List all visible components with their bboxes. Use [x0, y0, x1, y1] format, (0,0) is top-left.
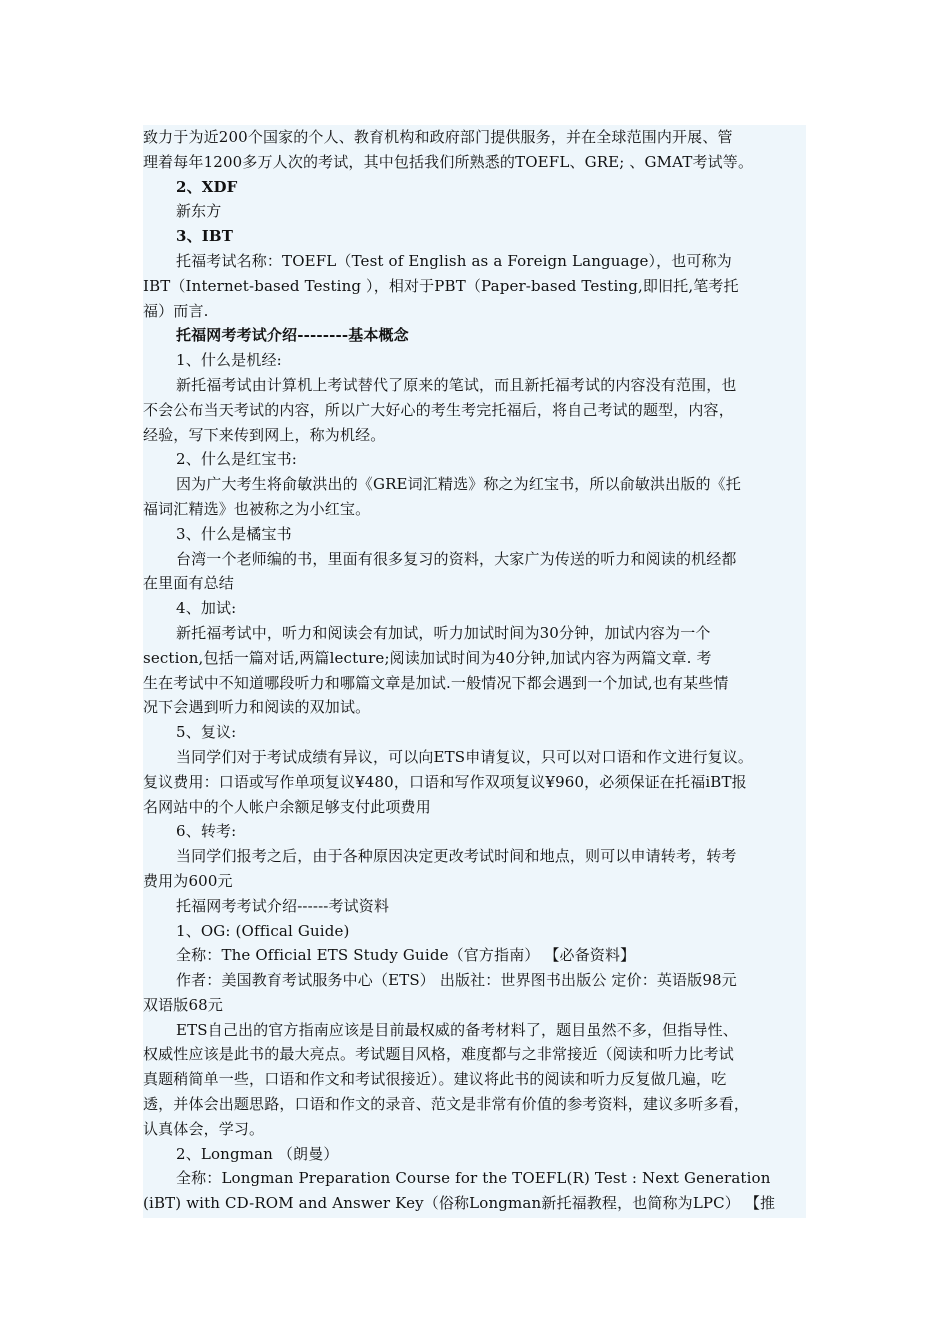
text-line: IBT（Internet-based Testing ），相对于PBT（Paper-based Testing,即旧托,笔考托 — [143, 276, 739, 295]
text-line: 1、什么是机经: — [176, 351, 282, 370]
text-line: 2、什么是红宝书: — [176, 450, 297, 469]
text-line: ETS自己出的官方指南应该是目前最权威的备考材料了，题目虽然不多，但指导性、 — [176, 1020, 738, 1039]
text-line: 当同学们报考之后，由于各种原因决定更改考试时间和地点，则可以申请转考，转考 — [176, 847, 737, 866]
document-body — [143, 125, 806, 1218]
text-line: 2、Longman （朗曼） — [176, 1144, 339, 1163]
text-line: 在里面有总结 — [143, 574, 234, 593]
text-line: 理着每年1200多万人次的考试，其中包括我们所熟悉的TOEFL、GRE; 、GMAT考试等。 — [143, 152, 754, 171]
text-line: 当同学们对于考试成绩有异议，可以向ETS申请复议，只可以对口语和作文进行复议。 — [176, 747, 754, 766]
text-line: 生在考试中不知道哪段听力和哪篇文章是加试.一般情况下都会遇到一个加试,也有某些情 — [143, 673, 729, 692]
text-line: 全称：Longman Preparation Course for the TOEFL(R) Test : Next Generation — [176, 1169, 771, 1188]
text-line: 复议费用：口语或写作单项复议¥480，口语和写作双项复议¥960，必须保证在托福iBT报 — [143, 772, 747, 791]
text-line: 况下会遇到听力和阅读的双加试。 — [143, 698, 371, 717]
text-line: 全称：The Official ETS Study Guide（官方指南） 【必备资料】 — [176, 946, 636, 965]
text-line: 4、加试: — [176, 599, 237, 618]
text-line: 双语版68元 — [143, 995, 223, 1014]
text-line: 因为广大考生将俞敏洪出的《GRE词汇精选》称之为红宝书，所以俞敏洪出版的《托 — [176, 475, 741, 494]
text-line: 经验，写下来传到网上，称为机经。 — [143, 425, 386, 444]
text-line: 福）而言. — [143, 301, 209, 320]
text-line: section,包括一篇对话,两篇lecture;阅读加试时间为40分钟,加试内容为两篇文章. 考 — [143, 648, 712, 667]
text-line: 5、复议: — [176, 723, 237, 742]
text-line: 新东方 — [176, 202, 222, 221]
text-line: 致力于为近200个国家的个人、教育机构和政府部门提供服务，并在全球范围内开展、管 — [143, 128, 733, 146]
section-heading-line: 2、XDF — [176, 177, 238, 196]
section-heading-line: 托福网考考试介绍--------基本概念 — [176, 326, 409, 345]
text-line: 托福考试名称：TOEFL（Test of English as a Foreign Language），也可称为 — [176, 251, 732, 270]
text-line: 作者：美国教育考试服务中心（ETS） 出版社：世界图书出版公 定价：英语版98元 — [176, 971, 737, 990]
text-line: 新托福考试由计算机上考试替代了原来的笔试，而且新托福考试的内容没有范围，也 — [176, 375, 737, 394]
text-line: 真题稍简单一些，口语和作文和考试很接近）。建议将此书的阅读和听力反复做几遍，吃 — [143, 1070, 727, 1089]
text-line: 名网站中的个人帐户余额足够支付此项费用 — [143, 797, 431, 816]
text-line: 台湾一个老师编的书，里面有很多复习的资料，大家广为传送的听力和阅读的机经都 — [176, 549, 737, 568]
text-line: 福词汇精选》也被称之为小红宝。 — [143, 499, 371, 518]
text-line: 1、OG: (Offical Guide) — [176, 921, 350, 940]
text-line: 新托福考试中，听力和阅读会有加试，听力加试时间为30分钟，加试内容为一个 — [176, 623, 711, 642]
text-line: (iBT) with CD-ROM and Answer Key（俗称Longman新托福教程，也简称为LPC） 【推 — [143, 1194, 776, 1213]
section-heading-line: 3、IBT — [176, 227, 234, 246]
text-line: 透，并体会出题思路，口语和作文的录音、范文是非常有价值的参考资料，建议多听多看， — [143, 1095, 750, 1114]
text-line: 3、什么是橘宝书 — [176, 524, 292, 543]
text-line: 不会公布当天考试的内容，所以广大好心的考生考完托福后，将自己考试的题型，内容， — [143, 400, 734, 419]
text-line: 费用为600元 — [143, 871, 233, 890]
text-line: 托福网考考试介绍------考试资料 — [176, 896, 390, 915]
text-line: 认真体会，学习。 — [143, 1119, 265, 1138]
text-line: 权威性应该是此书的最大亮点。考试题目风格，难度都与之非常接近（阅读和听力比考试 — [143, 1045, 734, 1064]
text-line: 6、转考: — [176, 822, 237, 841]
